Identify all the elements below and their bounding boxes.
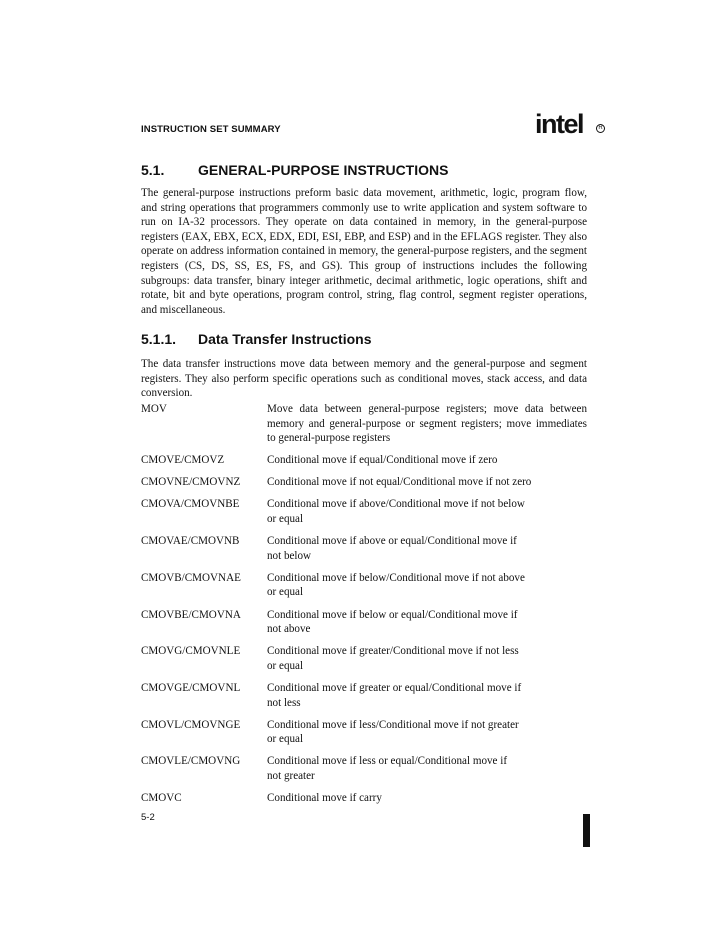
instruction-description-line: or equal [267,513,304,526]
instruction-description [267,681,587,710]
instruction-mnemonic: CMOVAE/CMOVNB [141,535,240,548]
instruction-description [267,791,587,806]
instruction-description-line: not less [267,696,301,709]
section-title: GENERAL-PURPOSE INSTRUCTIONS [198,162,449,178]
instruction-row [141,718,587,747]
change-bar [583,814,590,847]
intel-logo-wordmark: intel [535,109,584,139]
instruction-mnemonic: CMOVE/CMOVZ [141,454,225,467]
instruction-description-line: Conditional move if below or equal/Conditional move if [267,608,518,621]
instruction-mnemonic: CMOVB/CMOVNAE [141,571,241,584]
subsection-intro-paragraph: The data transfer instructions move data between memory and the general-purpose and segment registers. They also perform specific operations such as conditional moves, stack access, and data conversion. [141,358,587,400]
subsection-heading [141,331,591,347]
instruction-row [141,453,587,468]
instruction-row [141,571,587,600]
instruction-description-line: or equal [267,733,304,746]
instruction-description-line: Conditional move if less or equal/Conditional move if [267,755,508,768]
instruction-description-line: Conditional move if greater/Conditional move if not less [267,645,519,658]
instruction-mnemonic: MOV [141,403,167,415]
instruction-mnemonic: CMOVNE/CMOVNZ [141,476,241,489]
instruction-row [141,497,587,526]
instruction-mnemonic: CMOVBE/CMOVNA [141,608,241,621]
instruction-mnemonic: CMOVGE/CMOVNL [141,681,241,694]
instruction-description [267,475,587,490]
instruction-mnemonic: CMOVL/CMOVNGE [141,718,241,731]
instruction-description-line: Conditional move if less/Conditional move if not greater [267,718,519,731]
page-number: 5-2 [141,812,155,823]
instruction-description [267,534,587,563]
registered-mark-icon: R [596,124,605,133]
instruction-mnemonic: CMOVG/CMOVNLE [141,645,241,658]
instruction-description [267,644,587,673]
subsection-number: 5.1.1. [141,331,177,347]
instruction-description-line: Conditional move if above/Conditional move if not below [267,498,525,511]
instruction-description-line: not above [267,623,311,636]
instruction-row [141,791,587,806]
instruction-description [267,608,587,637]
instruction-row [141,608,587,637]
instruction-row [141,644,587,673]
running-header-title: INSTRUCTION SET SUMMARY [141,124,281,135]
instruction-description-line: not greater [267,769,315,782]
instruction-description [267,718,587,747]
instruction-description-line: Conditional move if above or equal/Conditional move if [267,535,517,548]
instruction-row [141,402,587,446]
instruction-description-line: or equal [267,586,304,599]
instruction-description [267,754,587,783]
section-heading [141,162,591,178]
instruction-description-line: to general-purpose registers [267,432,391,445]
instruction-description-line: Conditional move if carry [267,791,382,804]
instruction-mnemonic: CMOVLE/CMOVNG [141,755,241,768]
instruction-description-line: or equal [267,659,304,672]
instruction-mnemonic: CMOVA/CMOVNBE [141,498,240,511]
instruction-description [267,453,587,468]
intel-logo [535,104,605,144]
instruction-description-line: Conditional move if greater or equal/Conditional move if [267,681,522,694]
instruction-mnemonic: CMOVC [141,791,182,804]
instruction-description-line: Move data between general-purpose registers; move data between [267,403,587,415]
instruction-list [141,402,587,813]
instruction-row [141,475,587,490]
instruction-description-line: memory and general-purpose or segment registers; move immediates [267,417,587,430]
instruction-description-line: Conditional move if not equal/Conditional move if not zero [267,476,532,489]
instruction-row [141,534,587,563]
instruction-description [267,497,587,526]
instruction-description-line: Conditional move if below/Conditional move if not above [267,571,525,584]
instruction-row [141,754,587,783]
section-intro-paragraph: The general-purpose instructions preform basic data movement, arithmetic, logic, program flow, and string operations that programmers commonly use to write application and system software to run on IA-32 processors. They operate on data contained in memory, in the general-purpose registers (EAX, EBX, ECX, EDX, EDI, ESI, EBP, and ESP) and in the EFLAGS register. They also operate on address information contained in memory, the general-purpose registers, and the segment registers (CS, DS, SS, ES, FS, and GS). This group of instructions includes the following subgroups: data transfer, binary integer arithmetic, decimal arithmetic, logic operations, shift and rotate, bit and byte operations, program control, string, flag control, segment register operations, and miscellaneous. [141,187,587,316]
section-number: 5.1. [141,162,165,178]
instruction-description [267,571,587,600]
instruction-description-line: not below [267,549,312,562]
instruction-row [141,681,587,710]
subsection-title: Data Transfer Instructions [198,331,372,347]
instruction-description [267,402,587,446]
instruction-description-line: Conditional move if equal/Conditional move if zero [267,454,498,467]
